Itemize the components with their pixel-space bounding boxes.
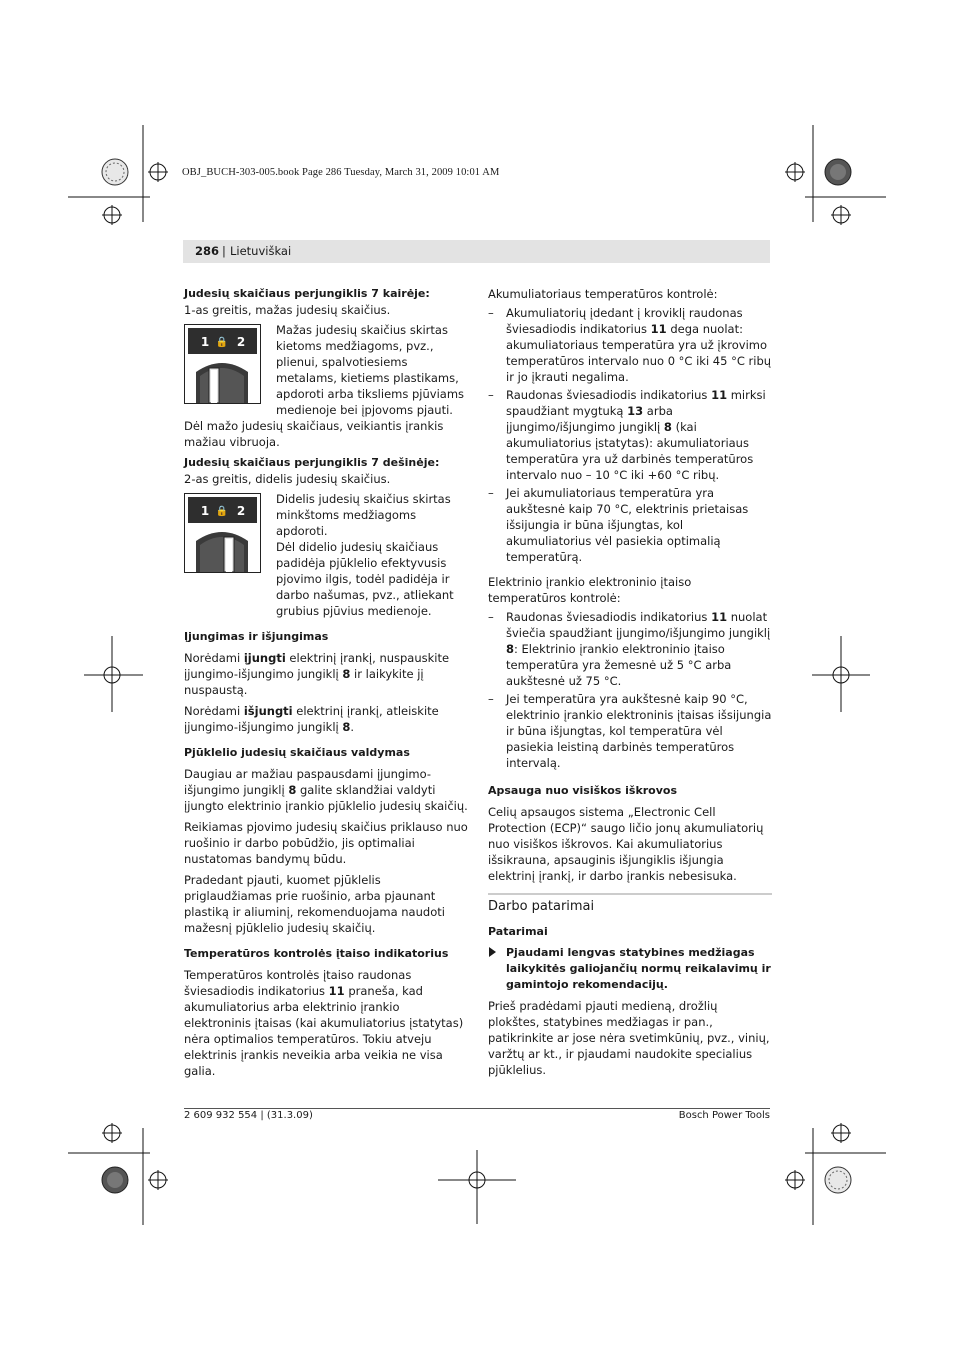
list-item [488,485,772,565]
lock-glyph: 🔒 [215,506,229,517]
text-speed-depends: Reikiamas pjovimo judesių skaičius priklauso nuo ruošinio ir darbo pobūdžio, jis optimaliai nustatomas bandymų būdu. [184,820,468,866]
text-emphasis: 8 [663,420,672,434]
text-fragment: elektrinį įrankį, nuspauskite įjungimo-išjungimo jungiklį [184,651,450,681]
footer-doc-number: 2 609 932 554 | (31.3.09) [184,1110,313,1121]
text-check-foreign-objects: Prieš pradėdami pjauti medieną, drožlių plokštes, statybines medžiagas ir pan., patikrinkite ar jose nėra svetimkūnių, pvz., vinių, varžtų ar kt., ir pjaudami naudokite specialius pjūklelius. [488,999,770,1077]
text-emphasis: 11 [711,388,728,402]
text-fragment: elektrinį įrankį, atleiskite įjungimo-išjungimo jungiklį [184,704,439,734]
text-deep-discharge: Celių apsaugos sistema „Electronic Cell Protection (ECP)“ saugo ličio jonų akumuliatorių nuo visiškos iškrovos. Kai akumuliatorius išsikrauna, apsauginis išjungiklis išjungia elektrinį įrankį, ir darbo įrankis nebesisuka. [488,805,764,883]
warning-item [488,945,772,993]
switch-label-1: 1 [200,504,210,518]
text-emphasis: 11 [650,322,667,336]
speed-switch-figure-left [184,324,261,408]
text-fragment: nuolat šviečia spaudžiant įjungimo/išjungimo jungiklį [506,610,771,640]
text-emphasis: 8 [506,642,515,656]
switch-label-2: 2 [236,335,246,349]
text-switch-on [184,650,468,698]
text-fragment: . [350,720,355,734]
text-warning: Pjaudami lengvas statybines medžiagas laikykitės galiojančių normų reikalavimų ir gamintojo rekomendacijų. [506,946,771,991]
text-fragment: Norėdami [184,704,244,718]
text-gear-1: 1-as greitis, mažas judesių skaičius. [184,303,391,317]
text-gear-2: 2-as greitis, didelis judesių skaičius. [184,472,391,486]
heading-temperature-indicator: Temperatūros kontrolės įtaiso indikatorius [184,947,449,960]
header-language: Lietuviškai [230,244,292,258]
list-item [488,387,772,483]
text-fragment: arba įjungimo/išjungimo jungiklį [506,404,673,434]
text-emphasis: išjungti [243,704,293,718]
switch-label-2: 2 [236,504,246,518]
dash-bullet: – [488,610,494,624]
switch-label-1: 1 [200,335,210,349]
dash-bullet: – [488,388,494,402]
speed-switch-left-illustration [184,324,261,404]
list-item [488,691,772,771]
text-emphasis: 11 [711,610,728,624]
text-fragment: ir laikykite jį nuspaustą. [184,667,424,697]
text-emphasis: 13 [627,404,644,418]
text-fragment: Raudonas šviesadiodis indikatorius [506,610,712,624]
header-separator: | [222,244,226,258]
text-speed-control [184,766,468,814]
text-fragment: dega nuolat: akumuliatoriaus temperatūra yra už įkrovimo temperatūros intervalo nuo 0 °C iki 45 °C ribų ir jo įkrauti negalima. [506,322,772,384]
text-emphasis: 8 [288,783,297,797]
text-fragment: praneša, kad akumuliatorius arba elektrinio įrankio elektroninis įtaisas (kai akumuliatorius įstatytas) nėra optimalios temperatūros. Tokiu atveju elektrinis įrankis neveikia arba veikia ne visa galia. [184,984,464,1078]
text-fragment: galite sklandžiai valdyti įjungto elektrinio įrankio pjūklelio judesių skaičių. [184,783,468,813]
lock-glyph: 🔒 [215,337,229,348]
text-fragment: Jei akumuliatoriaus temperatūra yra aukštesnė kaip 70 °C, elektrinis prietaisas išsijungia ir būna išjungtas, kol akumuliatorius vėl pasiekia optimalią temperatūrą. [506,486,749,564]
dash-bullet: – [488,692,494,706]
figure-text-low-speed: Mažas judesių skaičius skirtas kietoms medžiagoms, pvz., plienui, spalvotiesiems metalams, kietiems plastikams, apdoroti arba tiksliems pjūviams medienoje bei įpjovoms pjauti. [276,323,465,417]
speed-switch-right-illustration [184,493,261,573]
text-speed-start: Pradedant pjauti, kuomet pjūklelis priglaudžiamas prie ruošinio, arba pjaunant plastiką ir aliuminį, rekomenduojama naudoti mažesnį pjūklelio judesių skaičių. [184,873,445,935]
text-fragment: Daugiau ar mažiau paspausdami įjungimo-išjungimo jungiklį [184,767,432,797]
text-fragment: : Elektrinio įrankio elektroninio įtaiso temperatūra yra žemesnė už 5 °C arba aukštesnė už 75 °C. [506,642,732,688]
text-emphasis: 11 [328,984,345,998]
list-item [488,609,772,689]
section-title-work-tips: Darbo patarimai [488,899,595,914]
text-emphasis: 8 [342,667,351,681]
text-emphasis: 8 [342,720,351,734]
dash-bullet: – [488,486,494,500]
text-low-vibration: Dėl mažo judesių skaičiaus, veikiantis įrankis mažiau vibruoja. [184,419,444,449]
text-fragment: Temperatūros kontrolės įtaiso raudonas šviesadiodis indikatorius [184,968,412,998]
left-column [184,286,468,1079]
list-item [488,305,772,385]
text-fragment: Akumuliatorių įdedant į kroviklį raudonas šviesadiodis indikatorius [506,306,743,336]
heading-speed-right: Judesių skaičiaus perjungiklis 7 dešinėje: [184,456,440,469]
heading-on-off: Įjungimas ir išjungimas [184,630,329,643]
text-fragment: Norėdami [184,651,244,665]
heading-deep-discharge: Apsauga nuo visiškos iškrovos [488,784,678,797]
figure-text-high-speed-a: Didelis judesių skaičius skirtas minkštoms medžiagoms apdoroti. [276,492,451,538]
figure-row-2 [184,493,468,619]
figure-text-high-speed-b: Dėl didelio judesių skaičiaus padidėja pjūklelio efektyvusis pjovimo ilgis, todėl padidėja ir darbo našumas, pvz., atliekant grubius pjūvius medienoje. [276,540,454,618]
page-header-bar [183,240,770,263]
footer-rule [184,1108,770,1109]
speed-switch-figure-right [184,493,261,577]
figure-text-high-speed [276,491,468,619]
heading-tips: Patarimai [488,925,548,938]
footer-brand: Bosch Power Tools [678,1110,770,1121]
heading-speed-control: Pjūklelio judesių skaičiaus valdymas [184,746,410,759]
figure-row-1 [184,324,468,418]
text-switch-off [184,703,468,735]
text-fragment: (kai akumuliatorius įstatytas): akumuliatoriaus temperatūra yra už darbinės temperatūros intervalo nuo – 10 °C iki +60 °C ribų. [506,420,754,482]
text-battery-temp-control: Akumuliatoriaus temperatūros kontrolė: [488,287,718,301]
dash-bullet: – [488,306,494,320]
text-electronics-temp-control: Elektrinio įrankio elektroninio įtaiso temperatūros kontrolė: [488,575,692,605]
text-emphasis: įjungti [243,651,286,665]
text-fragment: mirksi spaudžiant mygtuką [506,388,766,418]
text-fragment: Jei temperatūra yra aukštesnė kaip 90 °C, elektrinio įrankio elektroninis įtaisas išsijungia ir būna išjungtas, kol temperatūra vėl pasiekia leistiną darbinės temperatūros intervalą. [506,692,772,770]
heading-speed-left: Judesių skaičiaus perjungiklis 7 kairėje: [184,287,430,300]
print-header: OBJ_BUCH-303-005.book Page 286 Tuesday, March 31, 2009 10:01 AM [182,167,500,178]
triangle-right-icon [489,947,496,957]
page-number: 286 [195,244,220,258]
text-fragment: Raudonas šviesadiodis indikatorius [506,388,712,402]
right-column [488,286,772,1078]
text-temperature-indicator [184,967,468,1079]
